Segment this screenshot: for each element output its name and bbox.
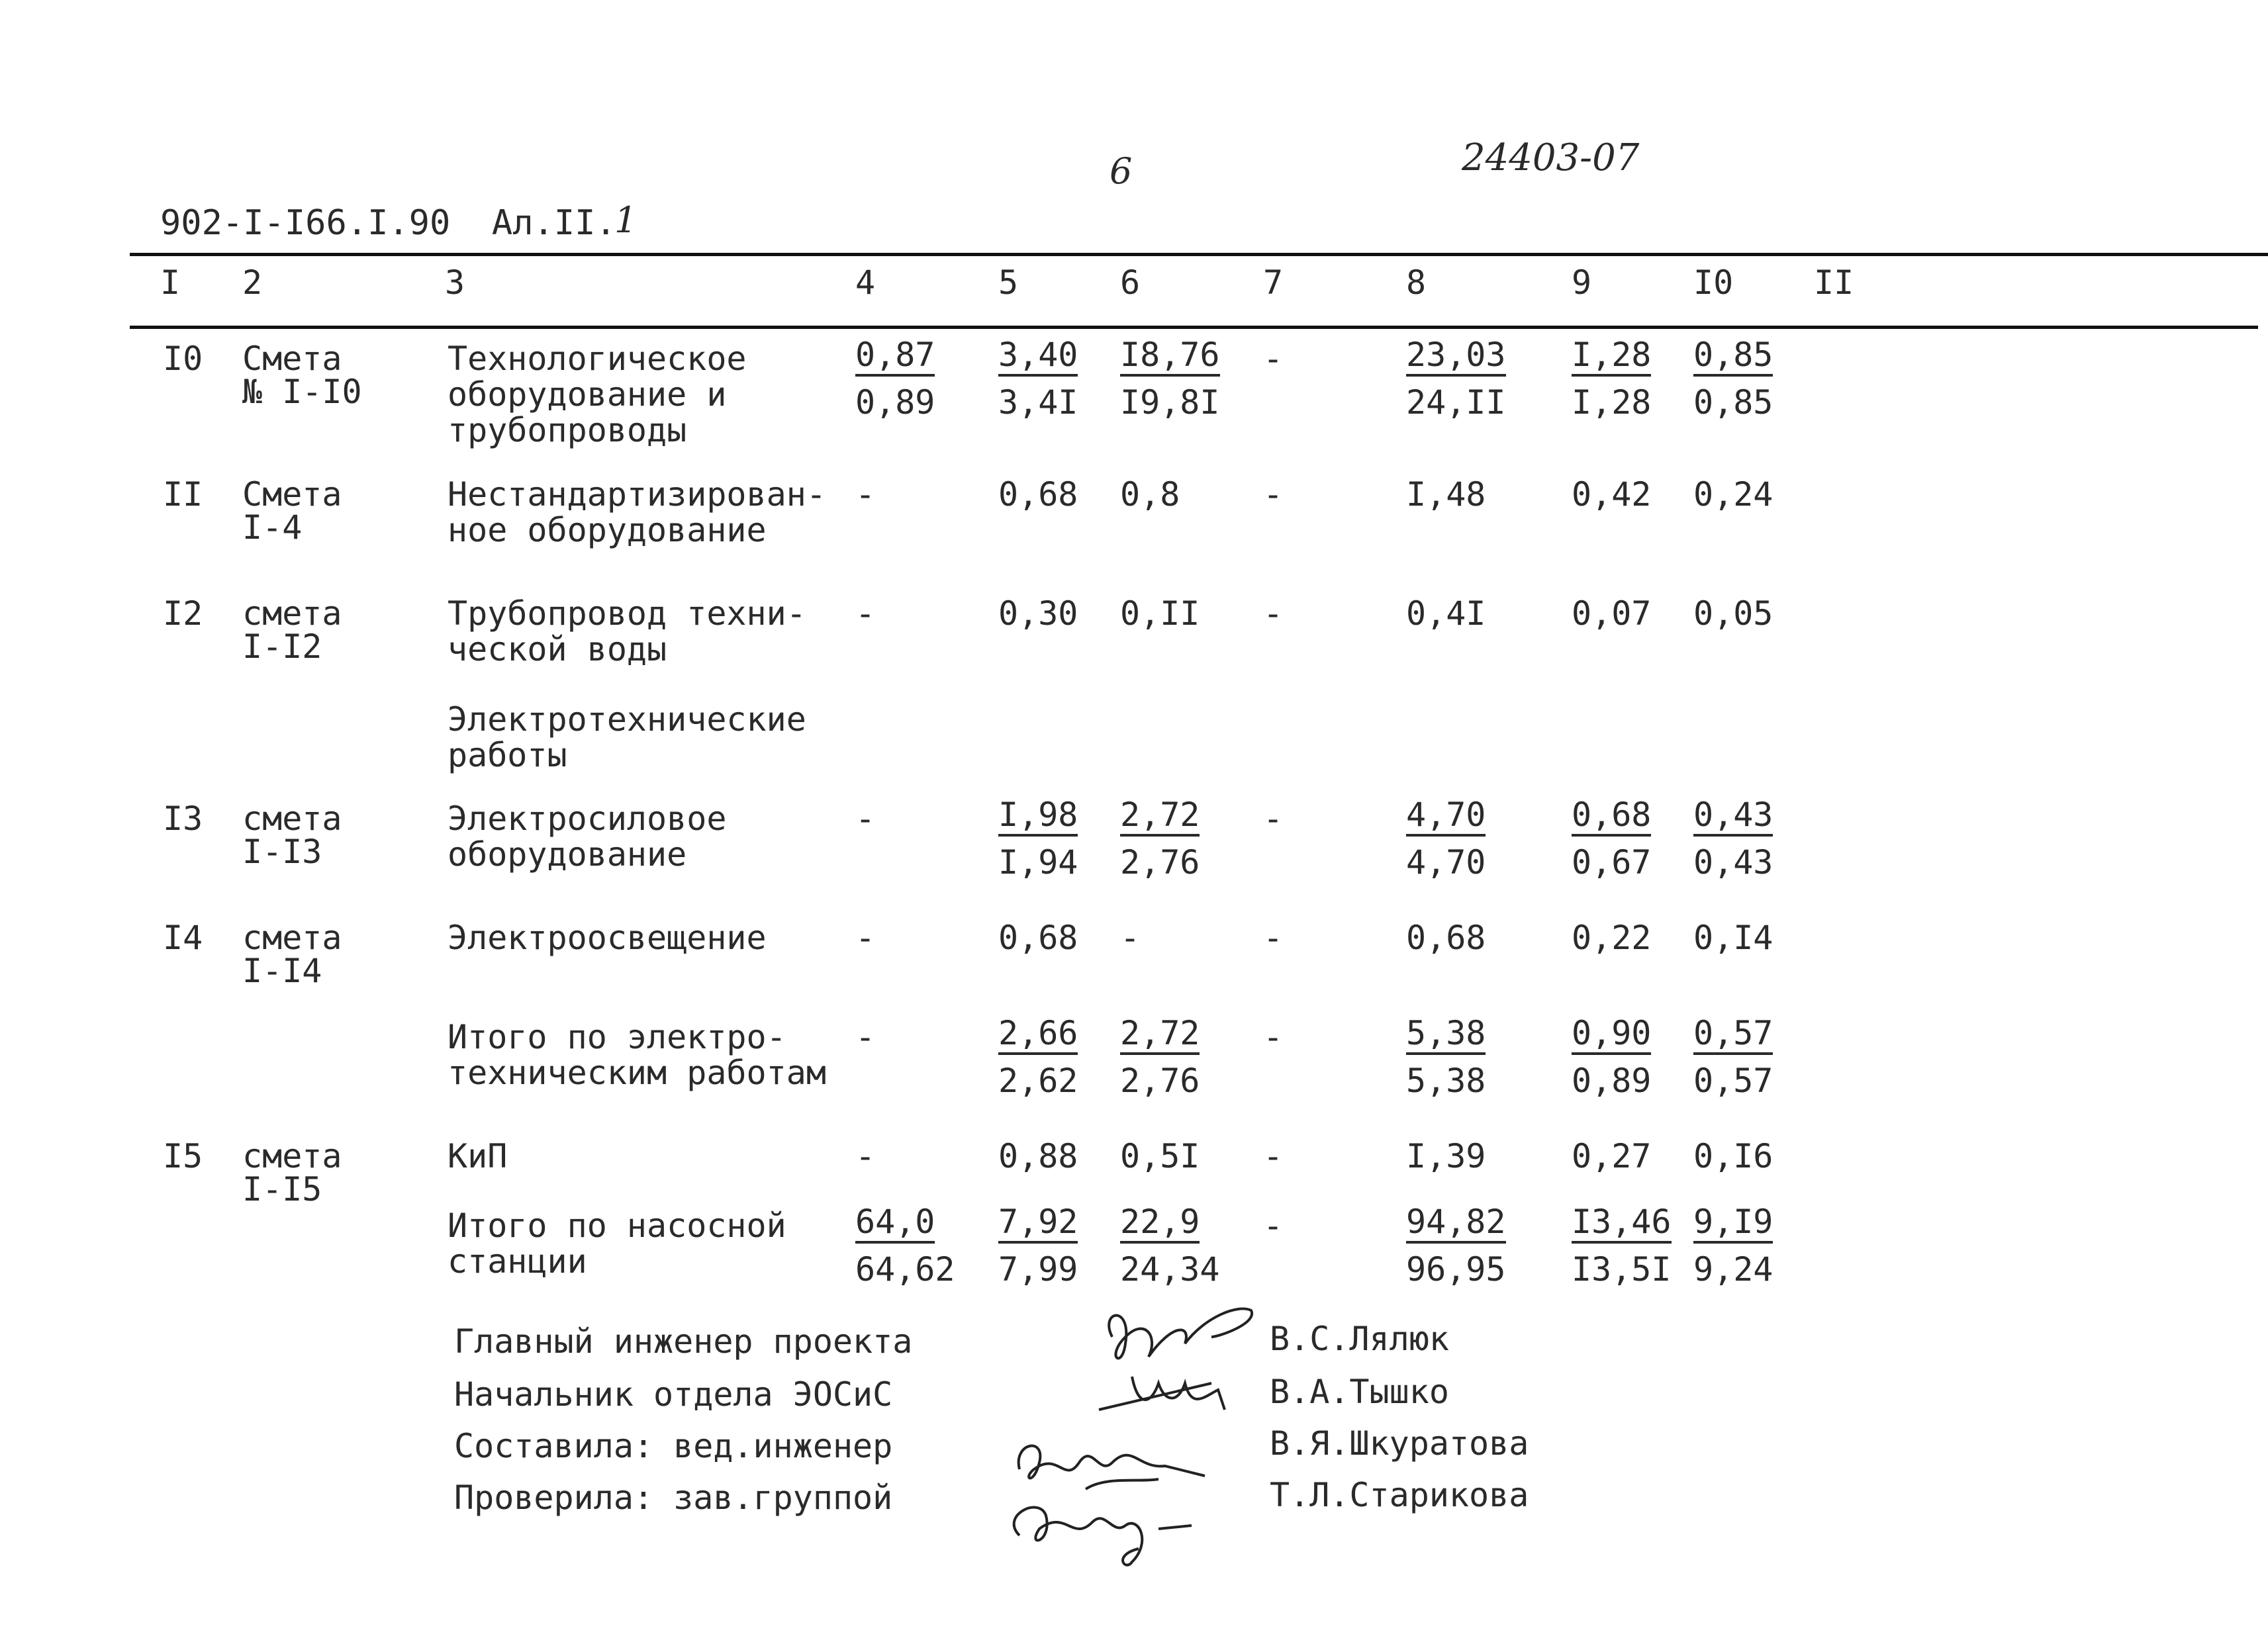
value-denominator: 2,76	[1120, 843, 1200, 882]
column-header-2: 2	[242, 263, 263, 302]
value-cell: -	[855, 799, 876, 838]
estimate-reference: I-I2	[242, 627, 322, 666]
estimate-reference: Смета	[242, 475, 342, 514]
column-header-1: I	[160, 263, 181, 302]
row-description: Электроосвещение	[448, 919, 767, 957]
value-numerator: 0,85	[1693, 337, 1773, 377]
header-mark: 1	[614, 199, 638, 241]
value-cell: -	[1263, 919, 1284, 957]
row-description: Итого по электро-	[448, 1018, 786, 1056]
value-fraction	[1693, 337, 1773, 420]
value-denominator: I,28	[1572, 383, 1652, 422]
row-description: Электротехнические	[448, 700, 806, 739]
value-numerator: I8,76	[1120, 337, 1220, 377]
value-fraction	[1120, 337, 1220, 420]
signature-name: Т.Л.Старикова	[1270, 1476, 1529, 1514]
value-cell: 0,30	[998, 594, 1078, 633]
value-denominator: I3,5I	[1572, 1250, 1672, 1289]
row-description: техническим работам	[448, 1054, 826, 1092]
value-fraction	[1572, 797, 1651, 880]
value-denominator: 24,II	[1406, 383, 1506, 422]
value-fraction	[1120, 1015, 1200, 1099]
value-denominator: 0,57	[1693, 1062, 1773, 1100]
value-fraction	[1406, 337, 1506, 420]
value-numerator: I3,46	[1572, 1204, 1672, 1244]
row-description: станции	[448, 1242, 587, 1281]
value-numerator: 2,72	[1120, 797, 1200, 837]
column-header-9: 9	[1572, 263, 1592, 302]
value-fraction	[998, 337, 1078, 420]
row-description: трубопроводы	[448, 411, 687, 449]
value-denominator: 0,85	[1693, 383, 1773, 422]
value-cell: 0,22	[1572, 919, 1652, 957]
value-cell: 0,5I	[1120, 1137, 1200, 1175]
signature-starikova	[1000, 1489, 1211, 1575]
value-numerator: 2,72	[1120, 1015, 1200, 1055]
value-denominator: 3,4I	[998, 383, 1078, 422]
row-description: Технологическое	[448, 340, 747, 378]
value-fraction	[1693, 1015, 1773, 1099]
value-denominator: 5,38	[1406, 1062, 1486, 1100]
value-fraction	[1406, 797, 1486, 880]
value-denominator: 0,67	[1572, 843, 1652, 882]
column-header-11: II	[1814, 263, 1854, 302]
value-denominator: 9,24	[1693, 1250, 1773, 1289]
value-fraction	[1406, 1015, 1486, 1099]
value-denominator: I9,8I	[1120, 383, 1220, 422]
value-cell: -	[1263, 1207, 1284, 1245]
value-numerator: 64,0	[855, 1204, 935, 1244]
document-number: 24403-07	[1462, 136, 1640, 179]
value-cell: -	[1120, 919, 1141, 957]
row-description: Трубопровод техни-	[448, 594, 806, 633]
value-cell: -	[1263, 340, 1284, 378]
signature-name: В.Я.Шкуратова	[1270, 1424, 1529, 1463]
value-cell: 0,42	[1572, 475, 1652, 514]
estimate-reference: I-I5	[242, 1170, 322, 1209]
value-cell: 0,68	[998, 475, 1078, 514]
value-numerator: 9,I9	[1693, 1204, 1773, 1244]
value-cell: 0,07	[1572, 594, 1652, 633]
estimate-reference: смета	[242, 1137, 342, 1175]
value-denominator: 0,89	[855, 383, 935, 422]
value-cell: I,39	[1406, 1137, 1486, 1175]
value-fraction	[1572, 1204, 1672, 1287]
value-cell: 0,4I	[1406, 594, 1486, 633]
value-fraction	[1120, 797, 1200, 880]
row-number: I2	[163, 594, 203, 633]
row-description: Нестандартизирован-	[448, 475, 826, 514]
value-cell: 0,68	[998, 919, 1078, 957]
estimate-reference: I-4	[242, 508, 303, 547]
value-cell: -	[1263, 1137, 1284, 1175]
value-numerator: 0,43	[1693, 797, 1773, 837]
value-cell: I,48	[1406, 475, 1486, 514]
value-denominator: I,94	[998, 843, 1078, 882]
value-fraction	[855, 337, 935, 420]
signature-name: В.С.Лялюк	[1270, 1320, 1449, 1358]
value-cell: 0,24	[1693, 475, 1773, 514]
row-description: ное оборудование	[448, 511, 767, 549]
table-top-rule	[130, 253, 2268, 256]
estimate-reference: Смета	[242, 340, 342, 378]
value-fraction	[1572, 337, 1651, 420]
row-description: работы	[448, 736, 567, 774]
value-numerator: 23,03	[1406, 337, 1506, 377]
signature-role: Начальник отдела ЭОСиС	[454, 1375, 893, 1414]
value-fraction	[998, 1015, 1078, 1099]
value-denominator: 2,62	[998, 1062, 1078, 1100]
value-cell: -	[855, 1018, 876, 1056]
value-cell: 0,I4	[1693, 919, 1773, 957]
row-number: I3	[163, 799, 203, 838]
value-cell: 0,68	[1406, 919, 1486, 957]
column-header-5: 5	[998, 263, 1019, 302]
value-cell: 0,II	[1120, 594, 1200, 633]
value-fraction	[1572, 1015, 1651, 1099]
signature-name: В.А.Тышко	[1270, 1373, 1449, 1411]
value-denominator: 2,76	[1120, 1062, 1200, 1100]
row-description: оборудование	[448, 835, 687, 874]
value-fraction	[1406, 1204, 1506, 1287]
value-numerator: 94,82	[1406, 1204, 1506, 1244]
row-description: КиП	[448, 1137, 508, 1175]
value-denominator: 7,99	[998, 1250, 1078, 1289]
estimate-reference: смета	[242, 919, 342, 957]
value-cell: -	[1263, 799, 1284, 838]
row-number: I5	[163, 1137, 203, 1175]
row-description: ческой воды	[448, 630, 667, 668]
value-cell: 0,27	[1572, 1137, 1652, 1175]
value-numerator: I,28	[1572, 337, 1651, 377]
row-description: Итого по насосной	[448, 1207, 786, 1245]
value-fraction	[998, 1204, 1078, 1287]
value-numerator: 4,70	[1406, 797, 1486, 837]
row-description: Электросиловое	[448, 799, 727, 838]
value-cell: 0,8	[1120, 475, 1180, 514]
row-number: II	[163, 475, 203, 514]
signature-role: Составила: вед.инженер	[454, 1427, 893, 1465]
header-bottom-rule	[130, 326, 2258, 329]
value-fraction	[1693, 797, 1773, 880]
value-denominator: 96,95	[1406, 1250, 1506, 1289]
value-denominator: 24,34	[1120, 1250, 1220, 1289]
value-cell: -	[855, 475, 876, 514]
value-numerator: 0,87	[855, 337, 935, 377]
value-denominator: 64,62	[855, 1250, 955, 1289]
value-numerator: 0,57	[1693, 1015, 1773, 1055]
value-numerator: 2,66	[998, 1015, 1078, 1055]
column-header-10: I0	[1693, 263, 1734, 302]
value-denominator: 0,43	[1693, 843, 1773, 882]
value-cell: -	[855, 1137, 876, 1175]
column-header-8: 8	[1406, 263, 1427, 302]
value-numerator: I,98	[998, 797, 1078, 837]
signature-tyshko	[1092, 1357, 1251, 1423]
header-code: 902-I-I66.I.90 Ал.II.	[160, 203, 616, 243]
value-numerator: 22,9	[1120, 1204, 1200, 1244]
signature-role: Главный инженер проекта	[454, 1322, 913, 1361]
value-fraction	[1120, 1204, 1220, 1287]
value-fraction	[998, 797, 1078, 880]
estimate-reference: I-I3	[242, 833, 322, 871]
page-number: 6	[1110, 150, 1133, 192]
value-denominator: 0,89	[1572, 1062, 1652, 1100]
row-description: оборудование и	[448, 375, 727, 414]
row-number: I0	[163, 340, 203, 378]
value-numerator: 7,92	[998, 1204, 1078, 1244]
column-header-3: 3	[445, 263, 465, 302]
value-cell: 0,05	[1693, 594, 1773, 633]
estimate-reference: смета	[242, 799, 342, 838]
value-cell: -	[855, 919, 876, 957]
value-numerator: 0,90	[1572, 1015, 1651, 1055]
estimate-reference: I-I4	[242, 952, 322, 990]
column-header-7: 7	[1263, 263, 1284, 302]
value-cell: -	[1263, 475, 1284, 514]
value-cell: -	[1263, 594, 1284, 633]
column-header-6: 6	[1120, 263, 1141, 302]
value-fraction	[1693, 1204, 1773, 1287]
estimate-reference: № I-I0	[242, 373, 362, 411]
value-cell: -	[855, 594, 876, 633]
value-cell: 0,88	[998, 1137, 1078, 1175]
value-numerator: 3,40	[998, 337, 1078, 377]
estimate-reference: смета	[242, 594, 342, 633]
value-cell: -	[1263, 1018, 1284, 1056]
row-number: I4	[163, 919, 203, 957]
value-denominator: 4,70	[1406, 843, 1486, 882]
value-fraction	[855, 1204, 955, 1287]
column-header-4: 4	[855, 263, 876, 302]
signature-role: Проверила: зав.группой	[454, 1479, 893, 1517]
value-cell: 0,I6	[1693, 1137, 1773, 1175]
value-numerator: 0,68	[1572, 797, 1651, 837]
value-numerator: 5,38	[1406, 1015, 1486, 1055]
